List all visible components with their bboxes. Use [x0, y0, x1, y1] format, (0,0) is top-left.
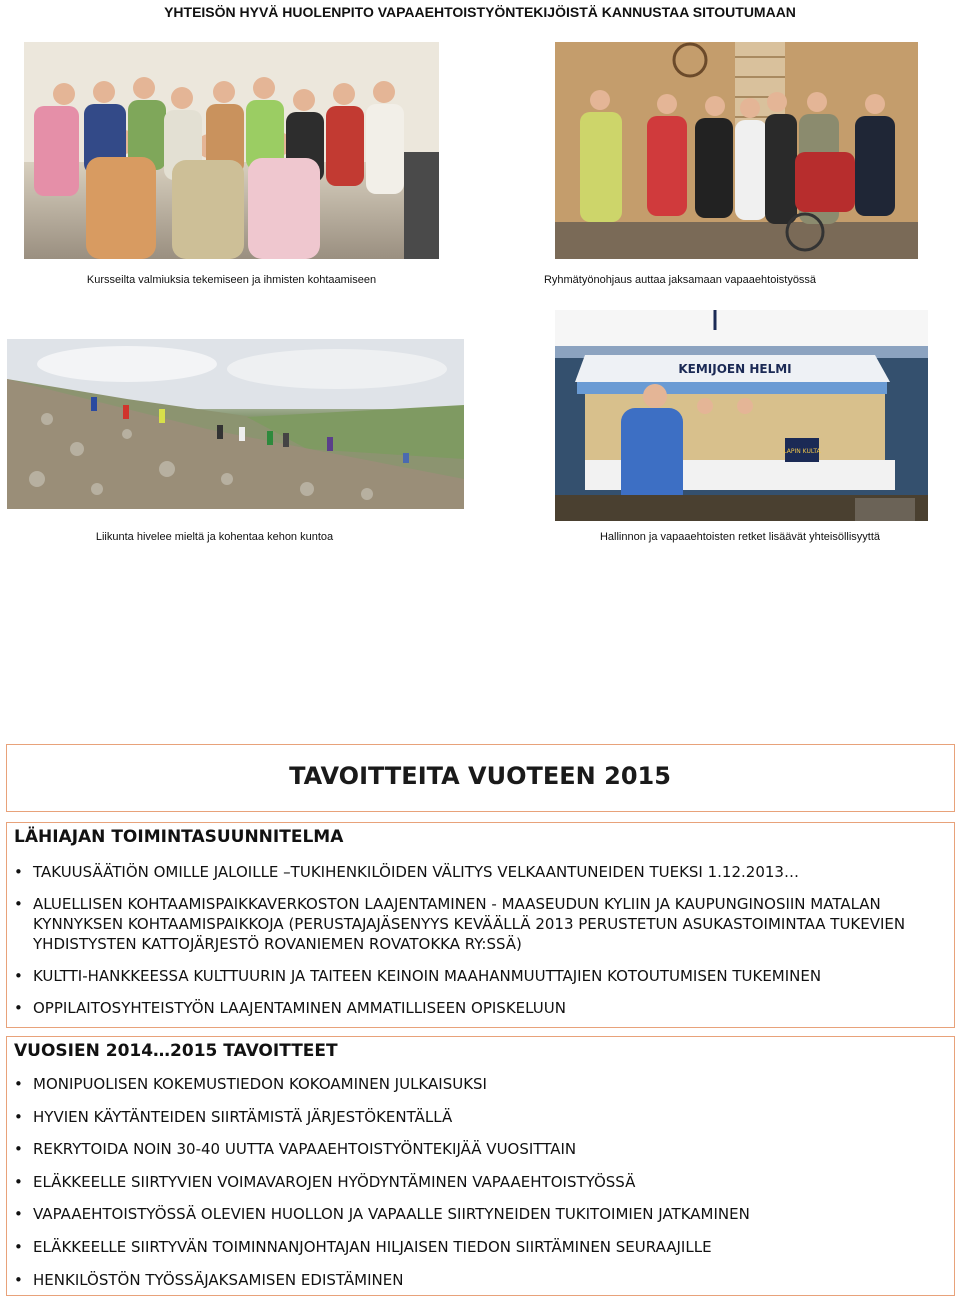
- list-item: • MONIPUOLISEN KOKEMUSTIEDON KOKOAMINEN JULKAISUKSI: [14, 1074, 944, 1094]
- photo-fell-hiking: [7, 339, 464, 509]
- boat-sign-text: LAPIN KULTA: [783, 448, 821, 455]
- list-item: • REKRYTOIDA NOIN 30-40 UUTTA VAPAAEHTOISTYÖNTEKIJÄÄ VUOSITTAIN: [14, 1139, 944, 1159]
- list-item: • HENKILÖSTÖN TYÖSSÄJAKSAMISEN EDISTÄMINEN: [14, 1270, 944, 1290]
- group-photo-illustration: [24, 42, 439, 259]
- group-photo-illustration: [555, 42, 918, 259]
- photo-course-group: [24, 42, 439, 259]
- plan-list: [14, 862, 944, 1030]
- page-title: YHTEISÖN HYVÄ HUOLENPITO VAPAAEHTOISTYÖNTEKIJÖISTÄ KANNUSTAA SITOUTUMAAN: [164, 4, 796, 20]
- boat-name-text: KEMIJOEN HELMI: [678, 362, 792, 376]
- list-item: • TAKUUSÄÄTIÖN OMILLE JALOILLE –TUKIHENKILÖIDEN VÄLITYS VELKAANTUNEIDEN TUEKSI 1.12.2013…: [14, 862, 944, 882]
- goals-title: TAVOITTEITA VUOTEEN 2015: [289, 762, 671, 790]
- list-item: • VAPAAEHTOISTYÖSSÄ OLEVIEN HUOLLON JA VAPAALLE SIIRTYNEIDEN TUKITOIMIEN JATKAMINEN: [14, 1204, 944, 1224]
- landscape-illustration: [7, 339, 464, 509]
- photo-caption: Ryhmätyönohjaus auttaa jaksamaan vapaaehtoistyössä: [543, 274, 817, 286]
- list-item: • OPPILAITOSYHTEISTYÖN LAAJENTAMINEN AMMATILLISEEN OPISKELUUN: [14, 998, 944, 1018]
- photo-caption: Hallinnon ja vapaaehtoisten retket lisäävät yhteisöllisyyttä: [599, 531, 881, 543]
- photo-caption: Liikunta hivelee mieltä ja kohentaa kehon kuntoa: [95, 531, 334, 543]
- years-heading: VUOSIEN 2014…2015 TAVOITTEET: [14, 1041, 338, 1061]
- list-item: • KULTTI-HANKKEESSA KULTTUURIN JA TAITEEN KEINOIN MAAHANMUUTTAJIEN KOTOUTUMISEN TUKEMINEN: [14, 966, 944, 986]
- list-item: • HYVIEN KÄYTÄNTEIDEN SIIRTÄMISTÄ JÄRJESTÖKENTÄLLÄ: [14, 1107, 944, 1127]
- boat-illustration: [555, 310, 928, 521]
- list-item: • ALUELLISEN KOHTAAMISPAIKKAVERKOSTON LAAJENTAMINEN - MAASEUDUN KYLIIN JA KAUPUNGINOSIIN MATALAN KYNNYKSEN KOHTAAMISPAIKKOJA (PERUSTAJAJÄSENYYS KEVÄÄLLÄ 2013 PERUSTETUN ASUKASTOIMINTAA TUKEVIEN YHDISTYSTEN KATTOJÄRJESTÖ ROVANIEMEN ROVATOKKA RY:SSÄ): [14, 894, 944, 954]
- list-item: • ELÄKKEELLE SIIRTYVIEN VOIMAVAROJEN HYÖDYNTÄMINEN VAPAAEHTOISTYÖSSÄ: [14, 1172, 944, 1192]
- plan-heading: LÄHIAJAN TOIMINTASUUNNITELMA: [14, 827, 344, 847]
- list-item: • ELÄKKEELLE SIIRTYVÄN TOIMINNANJOHTAJAN HILJAISEN TIEDON SIIRTÄMINEN SEURAAJILLE: [14, 1237, 944, 1257]
- photo-supervision-group: [555, 42, 918, 259]
- years-list: [14, 1074, 944, 1300]
- photo-caption: Kursseilta valmiuksia tekemiseen ja ihmisten kohtaamiseen: [86, 274, 377, 286]
- photo-boat-trip: [555, 310, 928, 521]
